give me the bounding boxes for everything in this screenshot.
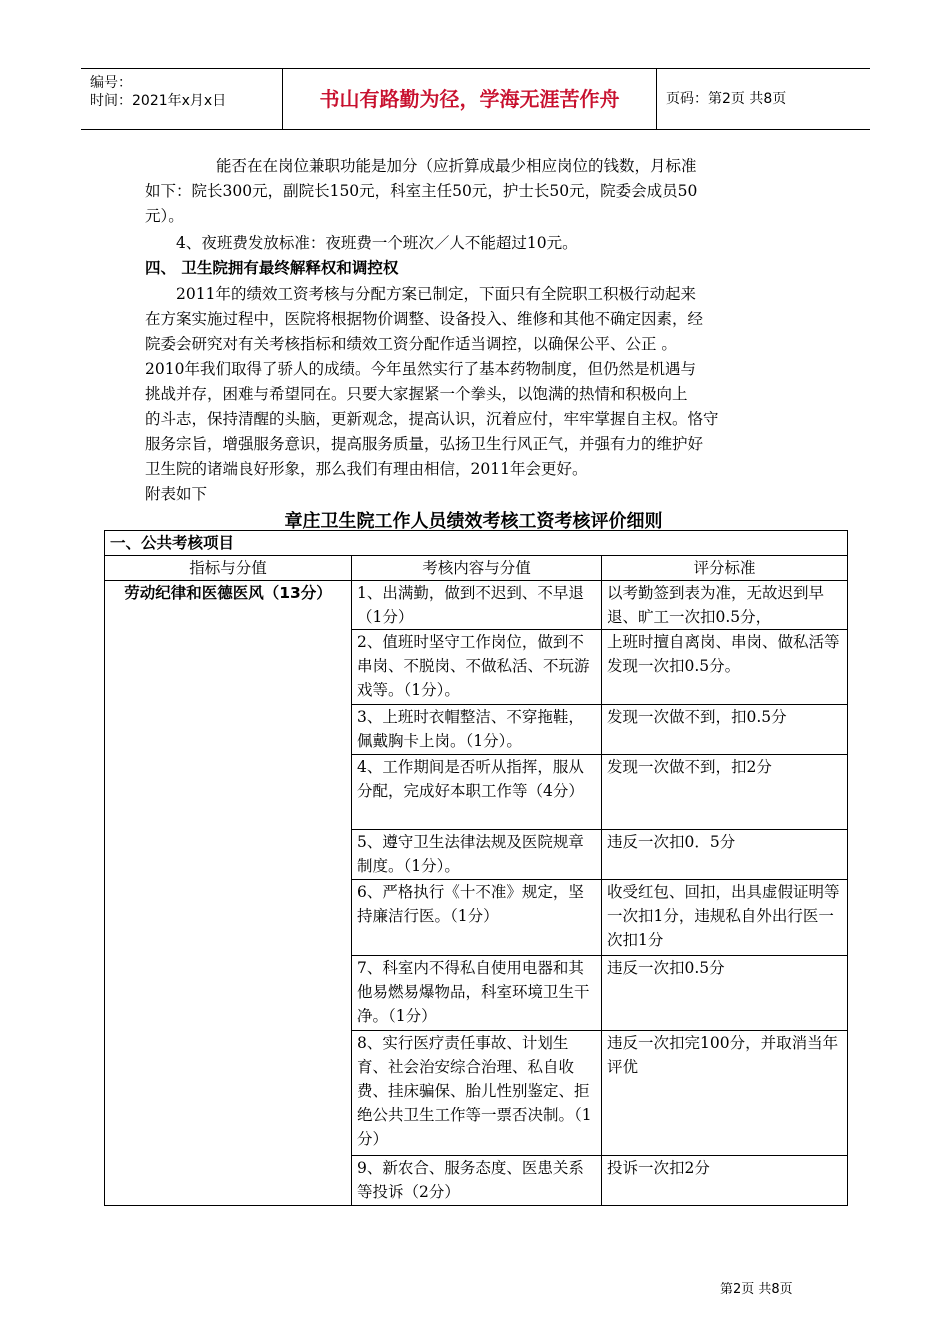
standard-cell: 投诉一次扣2分: [602, 1156, 848, 1206]
table-header-row: [105, 556, 848, 581]
paragraph-line: 能否在在岗位兼职功能是加分（应折算成最少相应岗位的钱数，月标准: [216, 157, 697, 175]
standard-cell: 收受红包、回扣，出具虚假证明等一次扣1分，违规私自外出行医一次扣1分: [602, 880, 848, 956]
content-cell: 8、实行医疗责任事故、计划生育、社会治安综合治理、私自收费、挂床骗保、胎儿性别鉴定、拒绝公共卫生工作等一票否决制。（1分）: [352, 1031, 602, 1156]
header-meta: [81, 69, 283, 129]
content-cell: 7、科室内不得私自使用电器和其他易燃易爆物品，科室环境卫生干净。（1分）: [352, 956, 602, 1031]
paragraph-line: 在方案实施过程中，医院将根据物价调整、设备投入、维修和其他不确定因素，经: [145, 310, 704, 328]
paragraph-line: 元）。: [145, 207, 184, 225]
page-header: [81, 68, 870, 130]
column-header: 评分标准: [602, 556, 848, 581]
content-cell: 2、值班时坚守工作岗位，做到不串岗、不脱岗、不做私活、不玩游戏等。（1分）。: [352, 630, 602, 705]
standard-cell: 上班时擅自离岗、串岗、做私活等发现一次扣0.5分。: [602, 630, 848, 705]
assessment-table: [104, 530, 848, 1206]
content-cell: 3、上班时衣帽整洁、不穿拖鞋，佩戴胸卡上岗。（1分）。: [352, 705, 602, 755]
standard-cell: 违反一次扣0.5分: [602, 956, 848, 1031]
doc-time-label: 时间：2021年x月x日: [90, 93, 227, 109]
standard-cell: 发现一次做不到，扣2分: [602, 755, 848, 830]
table-row: [105, 581, 848, 630]
content-cell: 4、工作期间是否听从指挥，服从分配，完成好本职工作等（4分）: [352, 755, 602, 830]
paragraph-line: 的斗志，保持清醒的头脑，更新观念，提高认识，沉着应付，牢牢掌握自主权。恪守: [145, 410, 719, 428]
content-cell: 1、出满勤，做到不迟到、不早退（1分）: [352, 581, 602, 630]
table-section-row: [105, 531, 848, 556]
header-page-number: 页码：第2页 共8页: [666, 91, 787, 107]
night-shift-rule: 4、夜班费发放标准：夜班费一个班次／人不能超过10元。: [176, 234, 578, 252]
category-cell: 劳动纪律和医德医风（13分）: [105, 581, 352, 1206]
column-header: 考核内容与分值: [352, 556, 602, 581]
paragraph-line: 院委会研究对有关考核指标和绩效工资分配作适当调控，以确保公平、公正 。: [145, 335, 677, 353]
table-title: 章庄卫生院工作人员绩效考核工资考核评价细则: [284, 511, 663, 532]
attachment-note: 附表如下: [145, 485, 208, 503]
section-heading-four: 四、 卫生院拥有最终解释权和调控权: [145, 258, 399, 277]
paragraph-line: 服务宗旨，增强服务意识，提高服务质量，弘扬卫生行风正气，并强有力的维护好: [145, 435, 704, 453]
page-footer: 第2页 共8页: [720, 1282, 793, 1297]
paragraph-line: 卫生院的诸端良好形象，那么我们有理由相信，2011年会更好。: [145, 460, 588, 478]
section-title: 一、公共考核项目: [105, 531, 848, 556]
paragraph-line: 2011年的绩效工资考核与分配方案已制定，下面只有全院职工积极行动起来: [176, 285, 696, 303]
paragraph-line: 挑战并存，困难与希望同在。只要大家握紧一个拳头，以饱满的热情和积极向上: [145, 385, 688, 403]
content-cell: 6、严格执行《十不准》规定，坚持廉洁行医。（1分）: [352, 880, 602, 956]
paragraph-line: 如下：院长300元，副院长150元，科室主任50元，护士长50元，院委会成员50: [145, 182, 698, 200]
standard-cell: 违反一次扣0．5分: [602, 830, 848, 880]
content-cell: 5、遵守卫生法律法规及医院规章制度。（1分）。: [352, 830, 602, 880]
standard-cell: 以考勤签到表为准，无故迟到早退、旷工一次扣0.5分，: [602, 581, 848, 630]
doc-code-label: 编号：: [90, 75, 132, 91]
paragraph-line: 2010年我们取得了骄人的成绩。今年虽然实行了基本药物制度，但仍然是机遇与: [145, 360, 696, 378]
standard-cell: 发现一次做不到，扣0.5分: [602, 705, 848, 755]
header-motto: 书山有路勤为径，学海无涯苦作舟: [283, 69, 657, 129]
column-header: 指标与分值: [105, 556, 352, 581]
standard-cell: 违反一次扣完100分，并取消当年评优: [602, 1031, 848, 1156]
content-cell: 9、新农合、服务态度、医患关系等投诉（2分）: [352, 1156, 602, 1206]
